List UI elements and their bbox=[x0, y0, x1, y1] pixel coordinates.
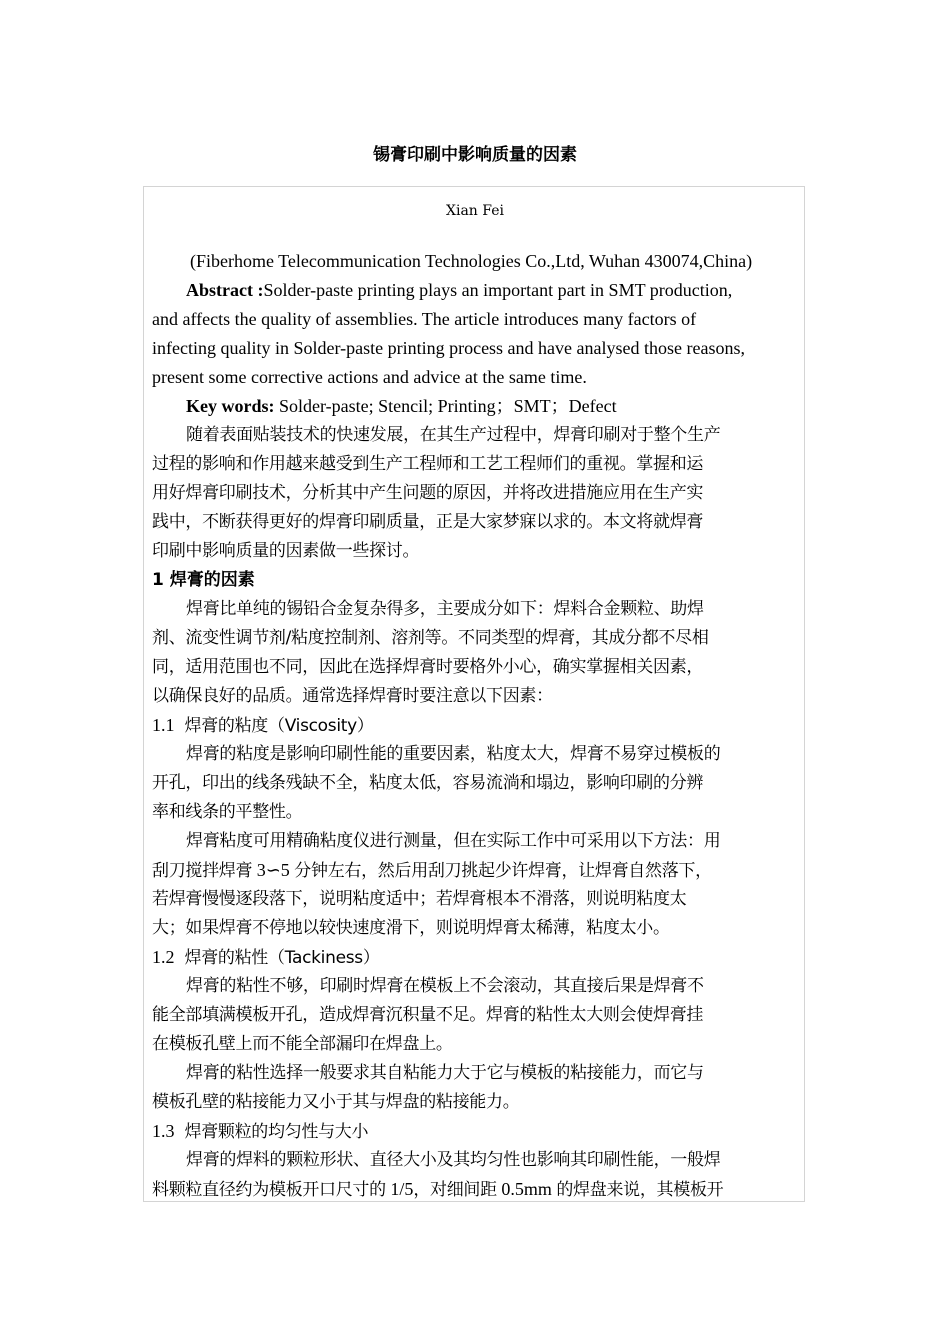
section-1-2-heading bbox=[152, 943, 798, 972]
section-1-1-line: 率和线条的平整性。 bbox=[152, 802, 303, 822]
section-1-1-line: 焊膏的粘度是影响印刷性能的重要因素，粘度太大，焊膏不易穿过模板的 bbox=[186, 744, 721, 764]
section-1-1-line: 若焊膏慢慢逐段落下，说明粘度适中；若焊膏根本不滑落，则说明粘度太 bbox=[152, 889, 687, 909]
abstract-text: Solder-paste printing plays an important part in SMT production, bbox=[263, 280, 733, 300]
affiliation: (Fiberhome Telecommunication Technologies Co.,Ltd, Wuhan 430074,China) bbox=[190, 251, 753, 271]
keywords-label: Key words: bbox=[186, 396, 275, 416]
text-run: ，对细间距 bbox=[413, 1180, 497, 1200]
section-number: 1.1 bbox=[152, 715, 175, 735]
section-heading-text: 焊膏颗粒的均匀性与大小 bbox=[184, 1122, 369, 1142]
section-1-3-line bbox=[152, 1175, 798, 1202]
intro-line: 过程的影响和作用越来越受到生产工程师和工艺工程师们的重视。掌握和运 bbox=[152, 454, 704, 474]
section-1-line: 同，适用范围也不同，因此在选择焊膏时要格外小心，确实掌握相关因素， bbox=[152, 657, 704, 677]
abstract-line bbox=[152, 276, 798, 305]
keywords-line bbox=[152, 392, 798, 421]
section-heading-text: 焊膏的粘度（Viscosity） bbox=[184, 716, 374, 736]
section-1-2-line: 在模板孔壁上而不能全部漏印在焊盘上。 bbox=[152, 1034, 453, 1054]
section-1-1-line: 大；如果焊膏不停地以较快速度滑下，则说明焊膏太稀薄，粘度太小。 bbox=[152, 918, 670, 938]
section-1-line: 焊膏比单纯的锡铅合金复杂得多，主要成分如下：焊料合金颗粒、助焊 bbox=[186, 599, 704, 619]
document-title: 锡膏印刷中影响质量的因素 bbox=[373, 145, 577, 165]
section-1-1-line: 开孔，印出的线条残缺不全，粘度太低，容易流淌和塌边，影响印刷的分辨 bbox=[152, 773, 704, 793]
section-1-3-line: 焊膏的焊料的颗粒形状、直径大小及其均匀性也影响其印刷性能，一般焊 bbox=[186, 1150, 721, 1170]
body-text bbox=[152, 247, 798, 1202]
section-number: 1.3 bbox=[152, 1121, 175, 1141]
keywords-text: Solder-paste; Stencil; Printing；SMT；Defect bbox=[274, 396, 617, 416]
section-1-line: 以确保良好的品质。通常选择焊膏时要注意以下因素： bbox=[152, 686, 553, 706]
section-1-2-line: 能全部填满模板开孔，造成焊膏沉积量不足。焊膏的粘性太大则会使焊膏挂 bbox=[152, 1005, 704, 1025]
abstract-line: infecting quality in Solder-paste printing process and have analysed those reasons, bbox=[152, 338, 745, 358]
section-1-2-line: 模板孔壁的粘接能力又小于其与焊盘的粘接能力。 bbox=[152, 1092, 520, 1112]
abstract-line: present some corrective actions and advice at the same time. bbox=[152, 367, 587, 387]
text-run: 的焊盘来说，其模板开 bbox=[556, 1180, 724, 1200]
intro-line: 用好焊膏印刷技术，分析其中产生问题的原因，并将改进措施应用在生产实 bbox=[152, 483, 704, 503]
author-name: Xian Fei bbox=[446, 203, 504, 219]
intro-line: 随着表面贴装技术的快速发展，在其生产过程中，焊膏印刷对于整个生产 bbox=[186, 425, 721, 445]
content-frame bbox=[143, 186, 805, 1202]
section-number: 1.2 bbox=[152, 947, 175, 967]
number-run: 1/5 bbox=[385, 1179, 414, 1199]
text-run: 料颗粒直径约为模板开口尺寸的 bbox=[152, 1180, 386, 1200]
text-run: 分钟左右，然后用刮刀挑起少许焊膏，让焊膏自然落下， bbox=[294, 861, 712, 881]
section-heading-text: 焊膏的粘性（Tackiness） bbox=[184, 948, 380, 968]
section-1-heading: 1 焊膏的因素 bbox=[152, 570, 255, 590]
section-1-1-heading bbox=[152, 711, 798, 740]
section-1-2-line: 焊膏的粘性不够，印刷时焊膏在模板上不会滚动，其直接后果是焊膏不 bbox=[186, 976, 704, 996]
section-1-3-heading bbox=[152, 1117, 798, 1146]
section-1-line: 剂、流变性调节剂/粘度控制剂、溶剂等。不同类型的焊膏，其成分都不尽相 bbox=[152, 628, 709, 648]
text-run: 刮刀搅拌焊膏 bbox=[152, 861, 253, 881]
abstract-line: and affects the quality of assemblies. The article introduces many factors of bbox=[152, 309, 697, 329]
abstract-label: Abstract : bbox=[186, 280, 264, 300]
section-1-2-line: 焊膏的粘性选择一般要求其自粘能力大于它与模板的粘接能力，而它与 bbox=[186, 1063, 704, 1083]
section-1-1-line bbox=[152, 856, 798, 885]
number-run: 0.5mm bbox=[496, 1179, 557, 1199]
number-run: 3∽5 bbox=[252, 860, 295, 880]
section-1-1-line: 焊膏粘度可用精确粘度仪进行测量，但在实际工作中可采用以下方法：用 bbox=[186, 831, 721, 851]
intro-line: 践中，不断获得更好的焊膏印刷质量，正是大家梦寐以求的。本文将就焊膏 bbox=[152, 512, 704, 532]
intro-line: 印刷中影响质量的因素做一些探讨。 bbox=[152, 541, 420, 561]
